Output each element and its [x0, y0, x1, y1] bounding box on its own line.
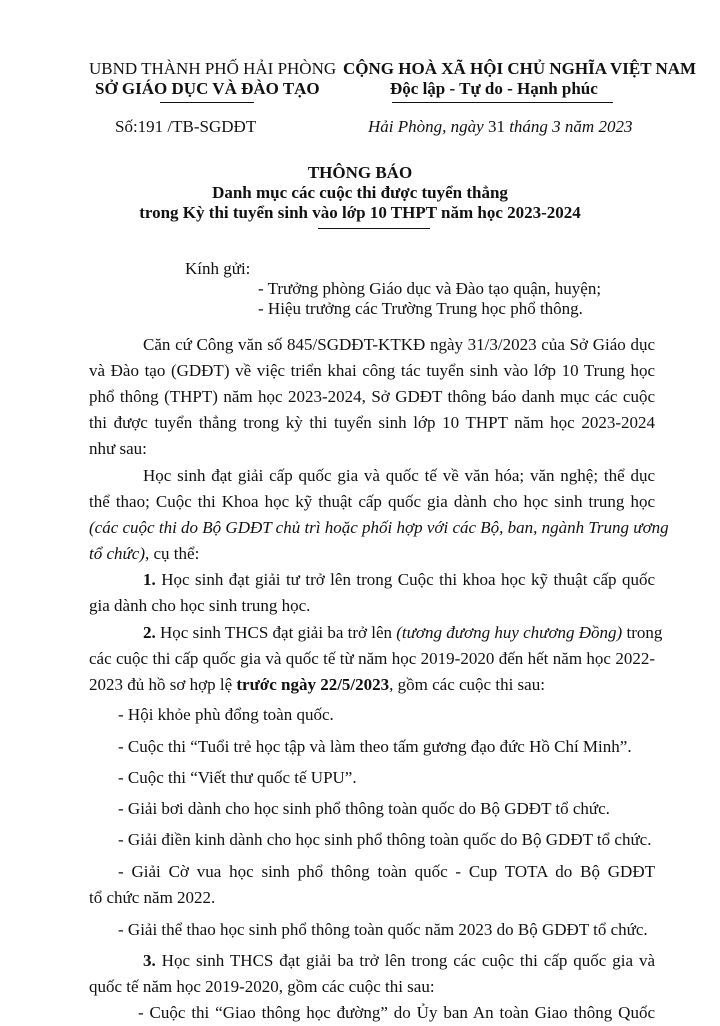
list-item: - Hội khỏe phù đổng toàn quốc. — [118, 705, 334, 724]
paragraph-line: thể thao; Cuộc thi Khoa học kỹ thuật cấp quốc gia dành cho học sinh trung học — [89, 492, 655, 511]
item-2-line — [143, 623, 663, 643]
list-item: - Cuộc thi “Viết thư quốc tế UPU”. — [118, 768, 357, 787]
national-title: CỘNG HOÀ XÃ HỘI CHỦ NGHĨA VIỆT NAM — [343, 59, 697, 78]
text-run: Học sinh THCS đạt giải ba trở lên — [155, 623, 397, 642]
document-title: THÔNG BÁO — [307, 163, 413, 182]
document-subtitle-2: trong Kỳ thi tuyển sinh vào lớp 10 THPT năm học 2023-2024 — [139, 203, 581, 222]
item-2-line-2: các cuộc thi cấp quốc gia và quốc tế từ năm học 2019-2020 đến hết năm học 2022- — [89, 649, 655, 668]
item-number: 1. — [143, 570, 156, 589]
paragraph-line: phổ thông (THPT) năm học 2023-2024, Sở GDĐT thông báo danh mục các cuộc — [89, 387, 655, 406]
paragraph-line: (các cuộc thi do Bộ GDĐT chủ trì hoặc phối hợp với các Bộ, ban, ngành Trung ương — [89, 518, 669, 537]
right-header-underline — [392, 102, 613, 103]
document-subtitle: Danh mục các cuộc thi được tuyển thẳng — [212, 183, 508, 202]
paragraph-line: và Đào tạo (GDĐT) về việc triển khai công tác tuyển sinh vào lớp 10 Trung học — [89, 361, 655, 380]
place-date-suffix: tháng 3 năm 2023 — [504, 117, 633, 136]
title-underline — [318, 228, 430, 229]
recipient-item: - Hiệu trưởng các Trường Trung học phổ thông. — [258, 299, 583, 318]
left-header-underline — [160, 102, 254, 103]
item-number: 3. — [143, 951, 156, 970]
text-run: trong — [622, 623, 663, 642]
text-run: Học sinh đạt giải tư trở lên trong Cuộc thi khoa học kỹ thuật cấp quốc — [155, 570, 655, 589]
document-number: Số:191 /TB-SGDĐT — [115, 117, 257, 136]
deadline: trước ngày 22/5/2023 — [236, 675, 390, 694]
list-item: - Giải Cờ vua học sinh phổ thông toàn quốc - Cup TOTA do Bộ GDĐT — [118, 862, 655, 881]
text-run: Học sinh THCS đạt giải ba trở lên trong các cuộc thi cấp quốc gia và — [155, 951, 655, 970]
place-date-day: 31 — [487, 117, 505, 136]
recipient-item: - Trưởng phòng Giáo dục và Đào tạo quận, huyện; — [258, 279, 602, 298]
text-run: , gồm các cuộc thi sau: — [389, 675, 545, 694]
list-item: - Giải bơi dành cho học sinh phổ thông toàn quốc do Bộ GDĐT tổ chức. — [118, 799, 610, 818]
national-motto: Độc lập - Tự do - Hạnh phúc — [390, 79, 598, 98]
paragraph-line: Căn cứ Công văn số 845/SGDĐT-KTKĐ ngày 31/3/2023 của Sở Giáo dục — [143, 335, 655, 354]
item-2-line-3 — [89, 675, 545, 695]
issuing-department: SỞ GIÁO DỤC VÀ ĐÀO TẠO — [95, 79, 320, 98]
item-1-line-2: gia dành cho học sinh trung học. — [89, 596, 311, 615]
paragraph-line — [89, 544, 199, 564]
list-item: - Giải thể thao học sinh phổ thông toàn quốc năm 2023 do Bộ GDĐT tổ chức. — [118, 920, 648, 939]
item-3-line-2: quốc tế năm học 2019-2020, gồm các cuộc thi sau: — [89, 977, 435, 996]
list-item: - Giải điền kinh dành cho học sinh phổ thông toàn quốc do Bộ GDĐT tổ chức. — [118, 830, 652, 849]
paragraph-line: thi được tuyển thẳng trong kỳ thi tuyển sinh lớp 10 THPT năm học 2023-2024 — [89, 413, 655, 432]
item-3-line — [143, 951, 655, 971]
list-item: - Cuộc thi “Tuổi trẻ học tập và làm theo tấm gương đạo đức Hồ Chí Minh”. — [118, 737, 632, 756]
item-1-line — [143, 570, 655, 590]
item-3-sub-line: - Cuộc thi “Giao thông học đường” do Ủy ban An toàn Giao thông Quốc — [138, 1003, 655, 1022]
italic-run: (tương đương huy chương Đồng) — [396, 623, 623, 642]
text-run: 2023 đủ hồ sơ hợp lệ — [89, 675, 237, 694]
list-item-continuation: tổ chức năm 2022. — [89, 888, 216, 907]
item-number: 2. — [143, 623, 156, 642]
place-date-prefix: Hải Phòng, ngày — [368, 117, 488, 136]
paragraph-line: Học sinh đạt giải cấp quốc gia và quốc tế về văn hóa; văn nghệ; thể dục — [143, 466, 655, 485]
recipients-label: Kính gửi: — [185, 259, 251, 278]
place-date — [368, 117, 632, 137]
text-run: , cụ thể: — [145, 544, 200, 563]
issuing-authority: UBND THÀNH PHỐ HẢI PHÒNG — [89, 59, 337, 78]
italic-run: tổ chức) — [89, 544, 145, 563]
paragraph-line: như sau: — [89, 439, 147, 458]
